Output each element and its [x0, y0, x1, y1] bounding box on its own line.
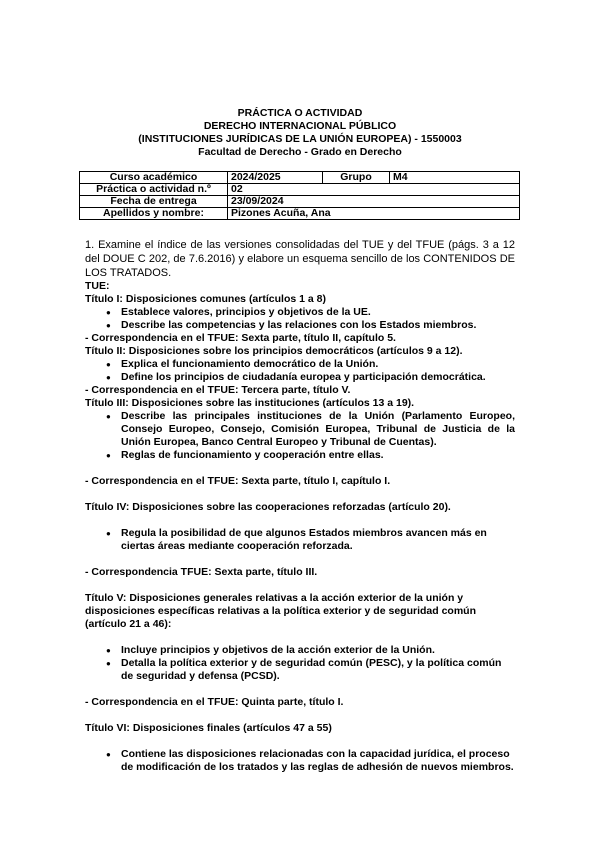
- grupo-value: M4: [390, 172, 520, 184]
- list-item: ● Define los principios de ciudadanía europea y participación democrática.: [121, 371, 515, 384]
- info-table: [79, 171, 520, 220]
- list-item: ● Describe las competencias y las relaciones con los Estados miembros.: [121, 319, 515, 332]
- curso-label: Curso académico: [80, 172, 228, 184]
- list-item: ● Reglas de funcionamiento y cooperación entre ellas.: [121, 449, 515, 462]
- title-3-heading: Título III: Disposiciones sobre las instituciones (artículos 13 a 19).: [85, 397, 415, 409]
- header-line-1: PRÁCTICA O ACTIVIDAD: [237, 107, 363, 119]
- title-2-list: [85, 358, 515, 384]
- title-2-correspondence: - Correspondencia en el TFUE: Tercera parte, título V.: [85, 384, 351, 396]
- grupo-label: Grupo: [323, 172, 390, 184]
- title-4-list: [85, 527, 515, 553]
- title-2-heading: Título II: Disposiciones sobre los principios democráticos (artículos 9 a 12).: [85, 345, 463, 357]
- title-3-list: [85, 410, 515, 462]
- list-item: ● Establece valores, principios y objetivos de la UE.: [121, 306, 515, 319]
- document-body: [85, 238, 515, 774]
- title-1-heading: Título I: Disposiciones comunes (artículos 1 a 8): [85, 293, 326, 305]
- table-row: [80, 196, 520, 208]
- apellidos-label: Apellidos y nombre:: [80, 208, 228, 220]
- title-4-correspondence: - Correspondencia TFUE: Sexta parte, título III.: [85, 566, 318, 578]
- title-1-list: [85, 306, 515, 332]
- curso-value: 2024/2025: [228, 172, 323, 184]
- title-3-correspondence: - Correspondencia en el TFUE: Sexta parte, título I, capítulo I.: [85, 475, 391, 487]
- table-row: [80, 172, 520, 184]
- apellidos-value: Pizones Acuña, Ana: [228, 208, 520, 220]
- title-5-heading: Título V: Disposiciones generales relativas a la acción exterior de la unión y disposiciones específicas relativas a la política exterior y de seguridad común (artículo 21 a 46):: [85, 592, 476, 630]
- title-1-correspondence: - Correspondencia en el TFUE: Sexta parte, título II, capítulo 5.: [85, 332, 396, 344]
- intro-question: 1. Examine el índice de las versiones consolidadas del TUE y del TFUE (págs. 3 a 12 del DOUE C 202, de 7.6.2016) y elabore un esquema sencillo de los CONTENIDOS DE LOS TRATADOS.: [85, 239, 515, 279]
- tue-heading: TUE:: [85, 280, 110, 292]
- title-4-heading: Título IV: Disposiciones sobre las cooperaciones reforzadas (artículo 20).: [85, 501, 451, 513]
- table-row: [80, 184, 520, 196]
- title-6-list: [85, 748, 515, 774]
- title-6-heading: Título VI: Disposiciones finales (artículos 47 a 55): [85, 722, 332, 734]
- fecha-label: Fecha de entrega: [80, 196, 228, 208]
- list-item: ● Explica el funcionamiento democrático de la Unión.: [121, 358, 515, 371]
- list-item: ● Incluye principios y objetivos de la acción exterior de la Unión.: [121, 644, 515, 657]
- title-5-list: [85, 644, 515, 683]
- practica-label: Práctica o actividad n.º: [80, 184, 228, 196]
- header-line-2: DERECHO INTERNACIONAL PÚBLICO: [203, 120, 397, 132]
- document-header: [0, 107, 600, 159]
- table-row: [80, 208, 520, 220]
- list-item: ● Regula la posibilidad de que algunos Estados miembros avancen más en ciertas áreas mediante cooperación reforzada.: [121, 527, 515, 553]
- list-item: ● Contiene las disposiciones relacionadas con la capacidad jurídica, el proceso de modificación de los tratados y las reglas de adhesión de nuevos miembros.: [121, 748, 515, 774]
- list-item: ● Describe las principales instituciones de la Unión (Parlamento Europeo, Consejo Europeo, Consejo, Comisión Europea, Tribunal de Justicia de la Unión Europea, Banco Central Europeo y Tribunal de Cuentas).: [121, 410, 515, 449]
- header-line-3: (INSTITUCIONES JURÍDICAS DE LA UNIÓN EUROPEA) - 1550003: [138, 133, 462, 145]
- fecha-value: 23/09/2024: [228, 196, 520, 208]
- list-item: ● Detalla la política exterior y de seguridad común (PESC), y la política común de seguridad y defensa (PCSD).: [121, 657, 515, 683]
- title-5-correspondence: - Correspondencia en el TFUE: Quinta parte, título I.: [85, 696, 344, 708]
- header-line-4: Facultad de Derecho - Grado en Derecho: [198, 146, 402, 158]
- practica-value: 02: [228, 184, 520, 196]
